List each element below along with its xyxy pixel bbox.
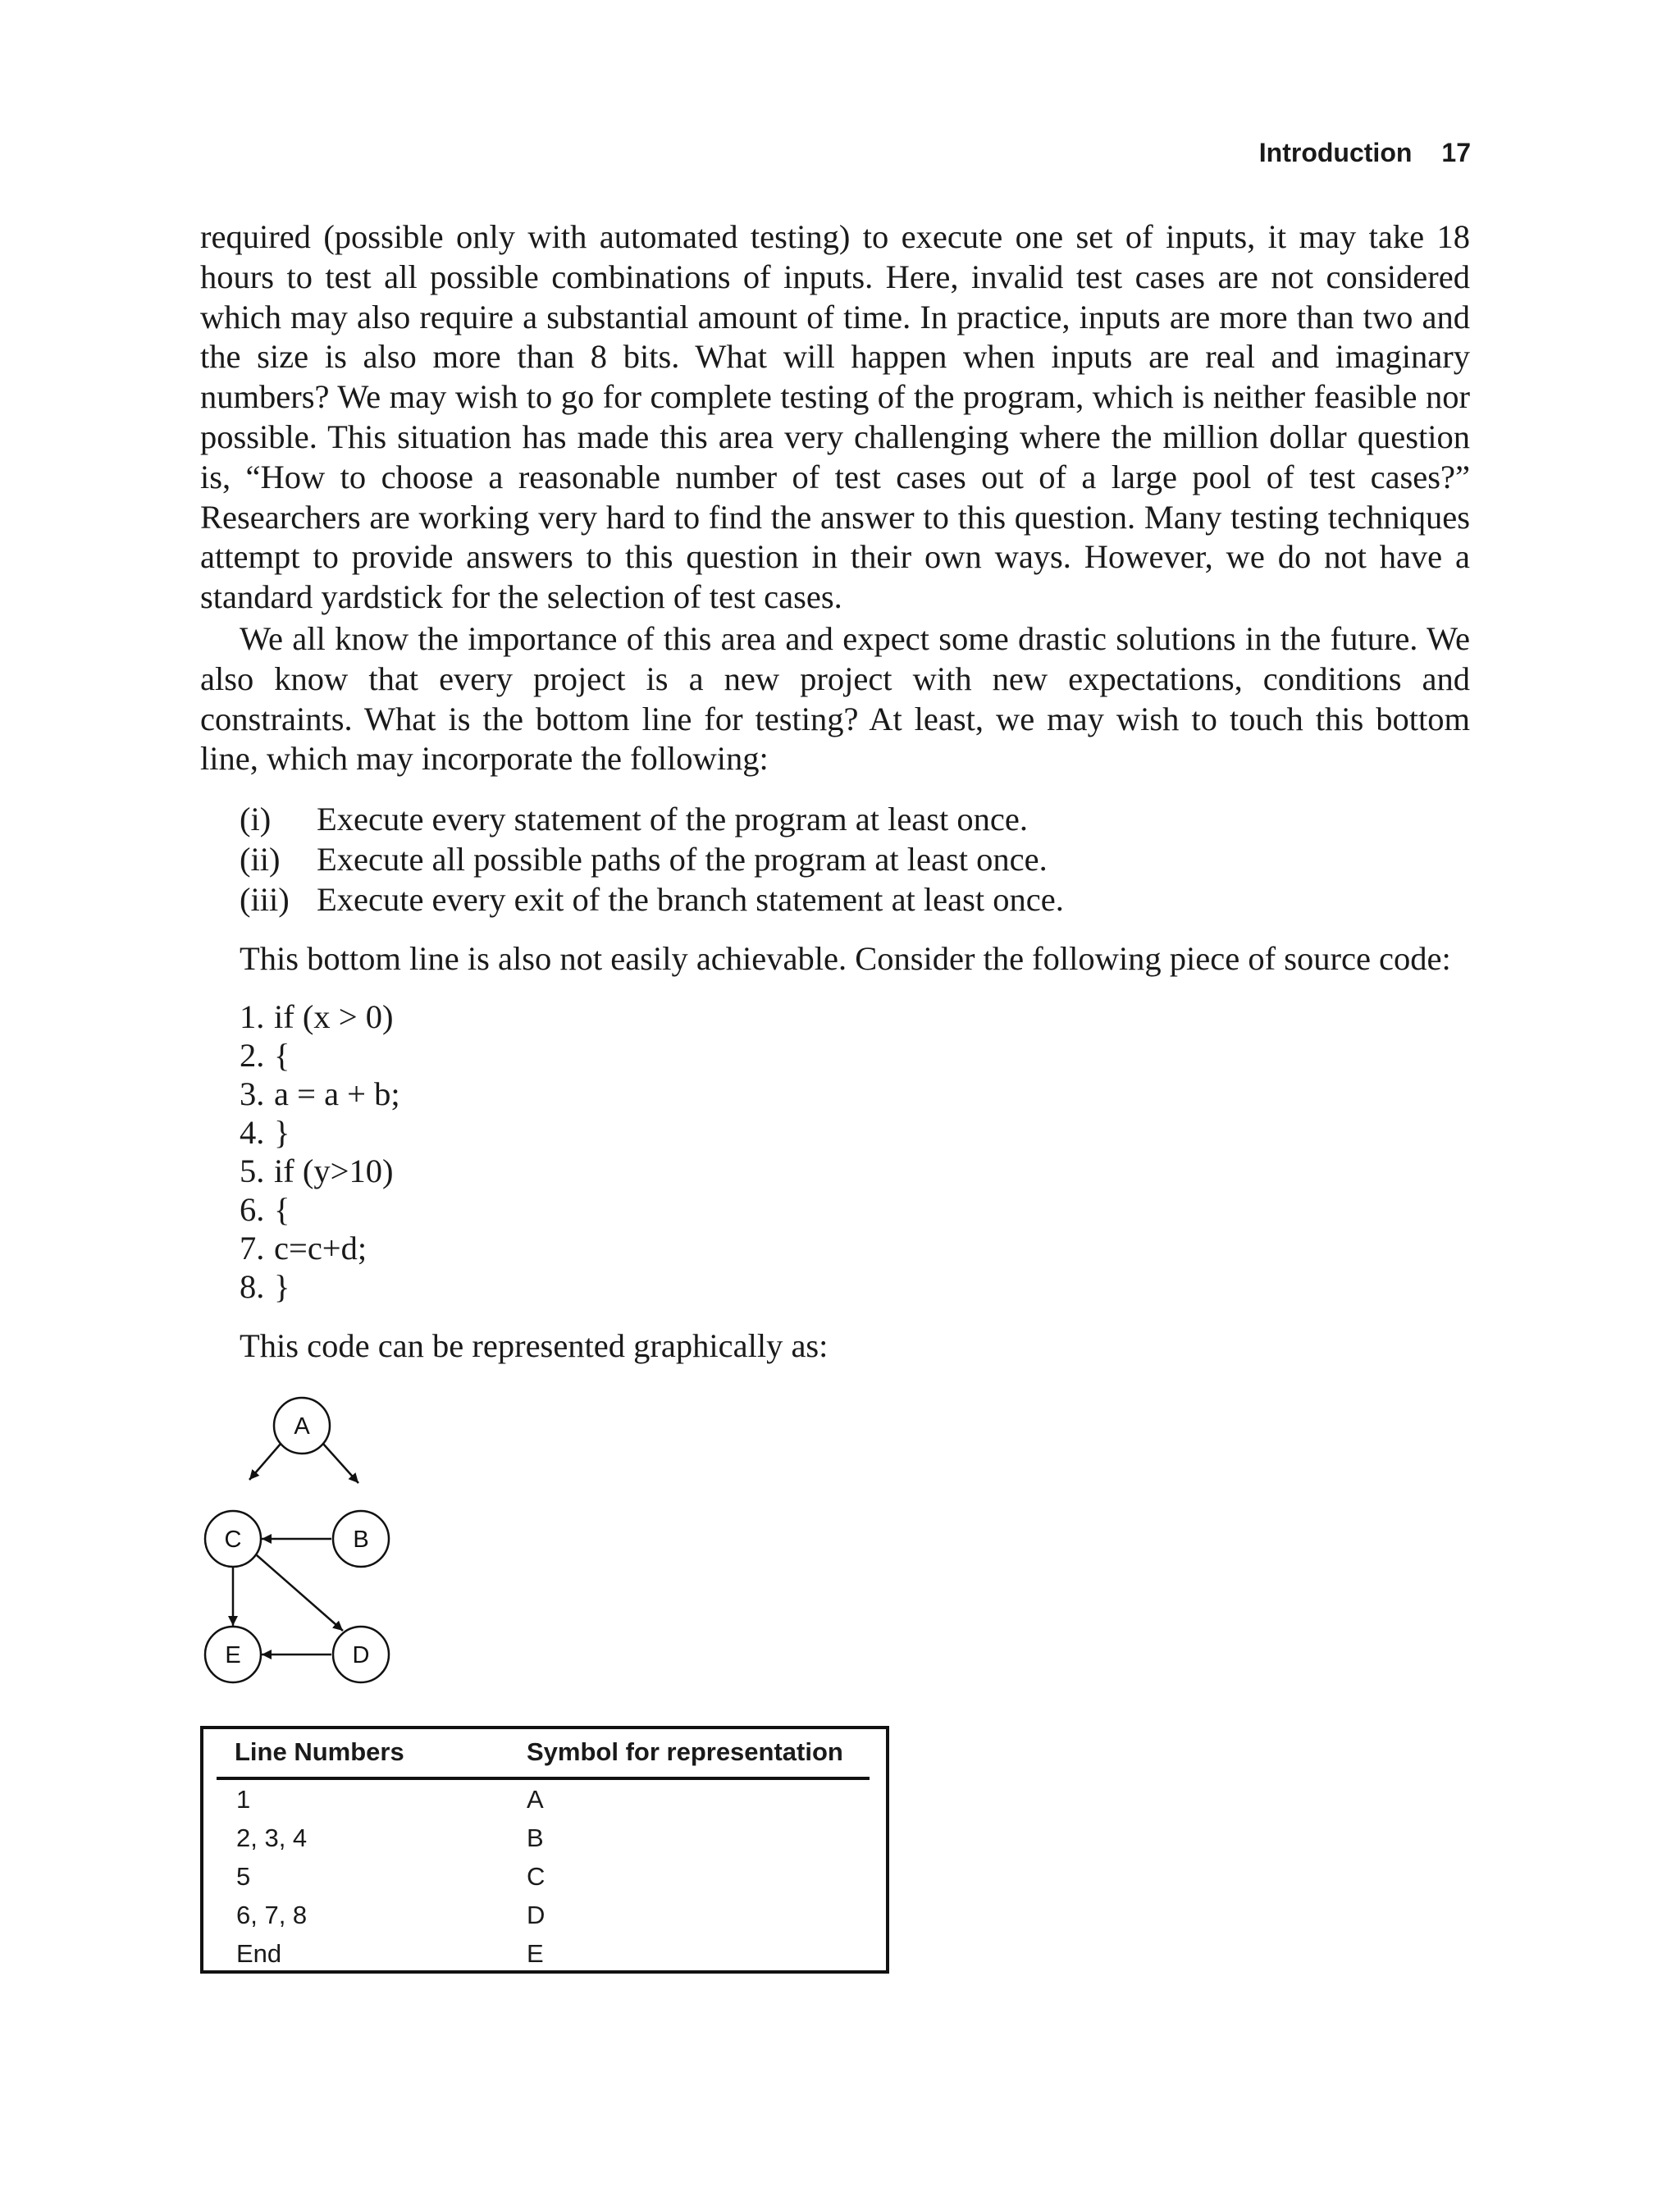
code-line: [240, 1229, 400, 1267]
paragraph-4: This code can be represented graphically as:: [240, 1327, 829, 1364]
cell-line-numbers: 2, 3, 4: [236, 1823, 308, 1852]
list-item: [240, 840, 1064, 880]
running-header: [1259, 138, 1471, 168]
edge-a-c: [249, 1443, 281, 1480]
code-text: }: [274, 1268, 290, 1305]
code-line-number: 3.: [240, 1075, 265, 1112]
source-code-listing: [240, 997, 400, 1306]
code-line: [240, 997, 400, 1036]
table-row: [203, 1939, 886, 1977]
code-text: {: [274, 1191, 290, 1228]
node-c-label: C: [224, 1527, 242, 1553]
code-line-number: 1.: [240, 998, 265, 1035]
table-header: [203, 1737, 886, 1775]
edge-a-b: [322, 1443, 358, 1483]
cell-symbol: A: [527, 1785, 544, 1814]
page-number: 17: [1441, 138, 1471, 167]
cell-line-numbers: End: [236, 1939, 282, 1968]
code-line-number: 8.: [240, 1268, 265, 1305]
code-line: [240, 1152, 400, 1190]
code-text: }: [274, 1114, 290, 1151]
list-text: Execute all possible paths of the program at least once.: [317, 840, 1048, 878]
node-d-label: D: [352, 1642, 370, 1668]
cell-symbol: B: [527, 1823, 544, 1852]
table-row: [203, 1823, 886, 1861]
node-b-label: B: [353, 1527, 369, 1553]
bottom-line-list: [240, 800, 1064, 920]
code-line-number: 6.: [240, 1191, 265, 1228]
code-line: [240, 1190, 400, 1229]
cell-symbol: E: [527, 1939, 544, 1968]
control-flow-graph: [180, 1385, 410, 1696]
code-line-number: 5.: [240, 1152, 265, 1189]
code-line: [240, 1075, 400, 1113]
code-text: a = a + b;: [274, 1075, 400, 1112]
node-a-label: A: [294, 1413, 310, 1440]
list-marker: (ii): [240, 840, 281, 878]
code-text: c=c+d;: [274, 1230, 368, 1267]
paragraph-2: We all know the importance of this area and expect some drastic solutions in the future. We also know that every project is a new project with new expectations, conditions and constraints. What is the bottom line for testing? At least, we may wish to touch this bottom line, which may incorporate the following:: [200, 620, 1470, 778]
cell-symbol: D: [527, 1901, 546, 1929]
cell-line-numbers: 5: [236, 1862, 251, 1891]
line-symbol-table: [200, 1726, 889, 1974]
header-line-numbers: Line Numbers: [235, 1737, 404, 1766]
code-line: [240, 1036, 400, 1075]
list-item: [240, 880, 1064, 920]
list-text: Execute every statement of the program at least once.: [317, 801, 1028, 838]
code-line-number: 2.: [240, 1037, 265, 1074]
node-e-label: E: [225, 1642, 241, 1668]
code-text: if (y>10): [274, 1152, 394, 1189]
header-symbol: Symbol for representation: [527, 1737, 843, 1766]
list-item: [240, 800, 1064, 840]
code-text: {: [274, 1037, 290, 1074]
table-row: [203, 1785, 886, 1823]
cell-line-numbers: 1: [236, 1785, 251, 1814]
code-line-number: 4.: [240, 1114, 265, 1151]
paragraph-1: required (possible only with automated testing) to execute one set of inputs, it may take 18 hours to test all possible combinations of inputs. Here, invalid test cases are not considered which may also require a substantial amount of time. In practice, inputs are more than two and the size is also more than 8 bits. What will happen when inputs are real and imaginary numbers? We may wish to go for complete testing of the program, which is neither feasible nor possible. This situation has made this area very challenging where the million dollar question is, “How to choose a reasonable number of test cases out of a large pool of test cases?” Researchers are working very hard to find the answer to this question. Many testing techniques attempt to provide answers to this question in their own ways. However, we do not have a standard yardstick for the selection of test cases.: [200, 218, 1470, 616]
paragraph-3: This bottom line is also not easily achievable. Consider the following piece of source code:: [240, 940, 1451, 977]
list-marker: (i): [240, 801, 272, 838]
edge-c-d: [257, 1555, 343, 1631]
code-line-number: 7.: [240, 1230, 265, 1267]
cell-symbol: C: [527, 1862, 546, 1891]
code-line: [240, 1113, 400, 1152]
list-marker: (iii): [240, 880, 290, 918]
cell-line-numbers: 6, 7, 8: [236, 1901, 308, 1929]
section-title: Introduction: [1258, 138, 1413, 167]
list-text: Execute every exit of the branch statement at least once.: [317, 880, 1064, 918]
code-text: if (x > 0): [274, 998, 394, 1035]
header-rule: [217, 1777, 870, 1780]
table-row: [203, 1901, 886, 1938]
table-row: [203, 1862, 886, 1900]
code-line: [240, 1267, 400, 1306]
